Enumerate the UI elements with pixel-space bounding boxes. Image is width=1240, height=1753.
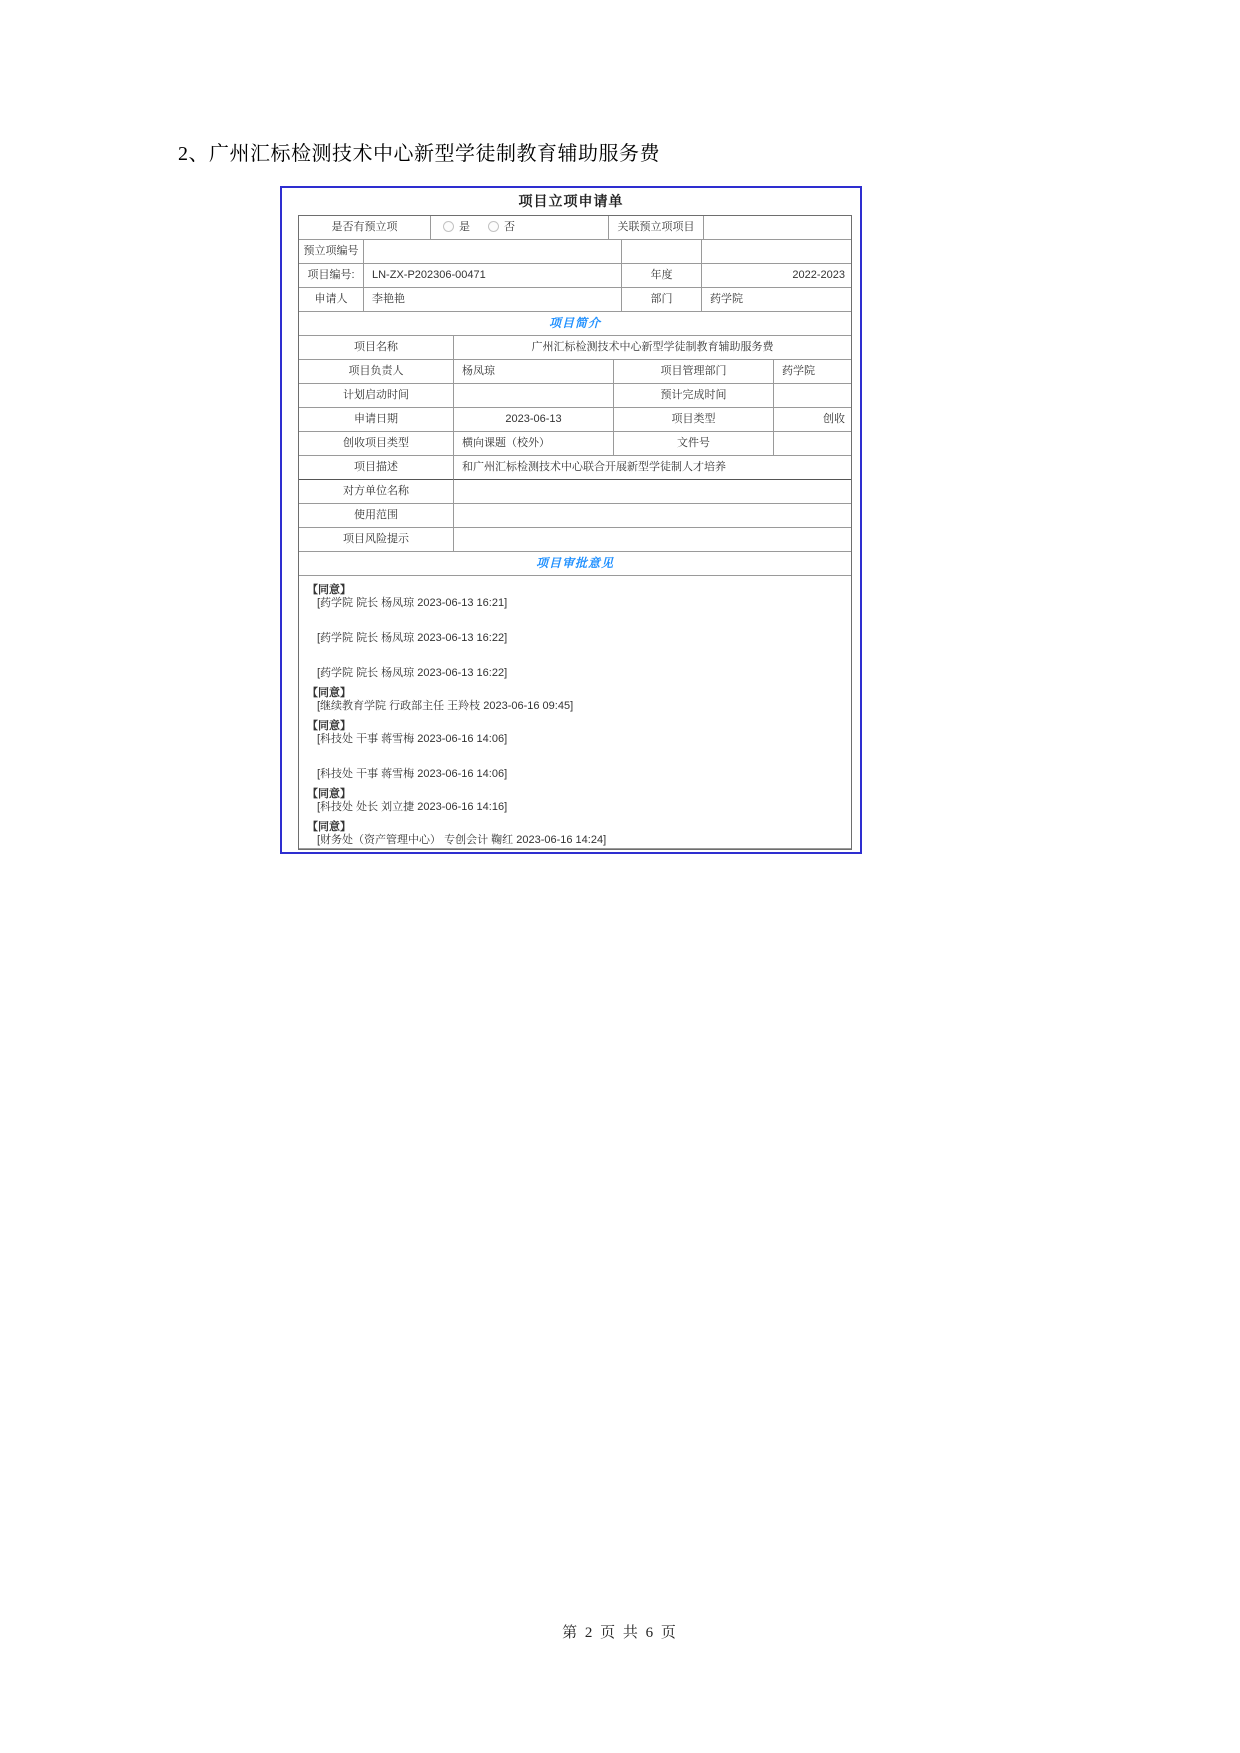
leader-label: 项目负责人 — [299, 360, 454, 384]
table-row-project-no — [299, 264, 851, 288]
desc-value: 和广州汇标检测技术中心联合开展新型学徒制人才培养 — [454, 456, 851, 480]
plan-start-value — [454, 384, 614, 408]
document-heading: 2、广州汇标检测技术中心新型学徒制教育辅助服务费 — [178, 143, 660, 165]
approval-line: [科技处 干事 蒋雪梅 2023-06-16 14:06] — [317, 733, 508, 745]
form-screenshot-frame — [280, 186, 862, 854]
year-value: 2022-2023 — [702, 264, 851, 288]
pre-project-no-value — [364, 240, 622, 264]
approval-item — [307, 584, 843, 609]
project-type-label: 项目类型 — [614, 408, 774, 432]
table-row-applicant — [299, 288, 851, 312]
income-type-value: 横向课题（校外） — [454, 432, 614, 456]
linked-pre-project-label: 关联预立项项目 — [609, 216, 704, 240]
approval-item — [307, 632, 843, 644]
project-name-value: 广州汇标检测技术中心新型学徒制教育辅助服务费 — [454, 336, 851, 360]
table-row-plan-dates — [299, 384, 851, 408]
partner-value — [454, 480, 851, 504]
application-form-table — [298, 215, 852, 850]
approval-line: [药学院 院长 杨凤琼 2023-06-13 16:21] — [317, 597, 508, 609]
section-project-intro-title: 项目简介 — [299, 312, 851, 336]
has-pre-project-label: 是否有预立项 — [299, 216, 431, 240]
leader-value: 杨凤琼 — [454, 360, 614, 384]
apply-date-label: 申请日期 — [299, 408, 454, 432]
radio-no-label: 否 — [504, 221, 515, 233]
approval-item — [307, 768, 843, 780]
pre-project-no-spare-cell-1 — [622, 240, 702, 264]
approval-item — [307, 687, 843, 712]
form-title: 项目立项申请单 — [518, 193, 624, 209]
approval-agree-header: 【同意】 — [307, 788, 351, 800]
risk-label: 项目风险提示 — [299, 528, 454, 552]
doc-no-label: 文件号 — [614, 432, 774, 456]
section-approval-opinions — [299, 552, 851, 576]
plan-finish-value — [774, 384, 851, 408]
approval-item — [307, 821, 843, 846]
radio-yes-label: 是 — [459, 221, 470, 233]
approval-comments — [299, 576, 851, 849]
table-row-income-type — [299, 432, 851, 456]
approval-line: [继续教育学院 行政部主任 王羚枝 2023-06-16 09:45] — [317, 700, 574, 712]
approval-agree-header: 【同意】 — [307, 821, 351, 833]
table-row-project-name — [299, 336, 851, 360]
dept-value: 药学院 — [702, 288, 851, 312]
page-number-footer: 第 2 页 共 6 页 — [562, 1625, 678, 1641]
year-label: 年度 — [622, 264, 702, 288]
income-type-label: 创收项目类型 — [299, 432, 454, 456]
approval-agree-header: 【同意】 — [307, 584, 351, 596]
section-approval-title: 项目审批意见 — [299, 552, 851, 576]
pre-project-no-spare-cell-2 — [702, 240, 851, 264]
table-row-pre-project-no — [299, 240, 851, 264]
project-type-value: 创收 — [774, 408, 851, 432]
dept-label: 部门 — [622, 288, 702, 312]
plan-finish-label: 预计完成时间 — [614, 384, 774, 408]
table-row-risk — [299, 528, 851, 552]
table-row-leader — [299, 360, 851, 384]
table-row-description — [299, 456, 851, 480]
approval-line: [科技处 处长 刘立捷 2023-06-16 14:16] — [317, 801, 508, 813]
table-row-approvals — [299, 576, 851, 849]
mgmt-dept-label: 项目管理部门 — [614, 360, 774, 384]
approval-line: [药学院 院长 杨凤琼 2023-06-13 16:22] — [317, 632, 508, 644]
pre-project-radio-group — [431, 216, 609, 240]
approval-agree-header: 【同意】 — [307, 687, 351, 699]
approval-item — [307, 720, 843, 745]
section-project-intro — [299, 312, 851, 336]
scope-label: 使用范围 — [299, 504, 454, 528]
plan-start-label: 计划启动时间 — [299, 384, 454, 408]
radio-no-icon — [488, 221, 499, 232]
table-row-scope — [299, 504, 851, 528]
risk-value — [454, 528, 851, 552]
mgmt-dept-value: 药学院 — [774, 360, 851, 384]
project-name-label: 项目名称 — [299, 336, 454, 360]
project-no-label: 项目编号: — [299, 264, 364, 288]
apply-date-value: 2023-06-13 — [454, 408, 614, 432]
partner-label: 对方单位名称 — [299, 480, 454, 504]
scope-value — [454, 504, 851, 528]
applicant-label: 申请人 — [299, 288, 364, 312]
desc-label: 项目描述 — [299, 456, 454, 480]
project-no-value: LN-ZX-P202306-00471 — [364, 264, 622, 288]
radio-yes-icon — [443, 221, 454, 232]
approval-item — [307, 788, 843, 813]
pre-project-no-label: 预立项编号 — [299, 240, 364, 264]
applicant-value: 李艳艳 — [364, 288, 622, 312]
approval-line: [药学院 院长 杨凤琼 2023-06-13 16:22] — [317, 667, 508, 679]
approval-line: [科技处 干事 蒋雪梅 2023-06-16 14:06] — [317, 768, 508, 780]
approval-agree-header: 【同意】 — [307, 720, 351, 732]
table-row-apply-date — [299, 408, 851, 432]
table-row-has-pre-project — [299, 216, 851, 240]
approval-line: [财务处（资产管理中心） 专创会计 鞠红 2023-06-16 14:24] — [317, 834, 607, 846]
doc-no-value — [774, 432, 851, 456]
table-row-partner — [299, 480, 851, 504]
approval-item — [307, 667, 843, 679]
linked-pre-project-value — [704, 216, 851, 240]
